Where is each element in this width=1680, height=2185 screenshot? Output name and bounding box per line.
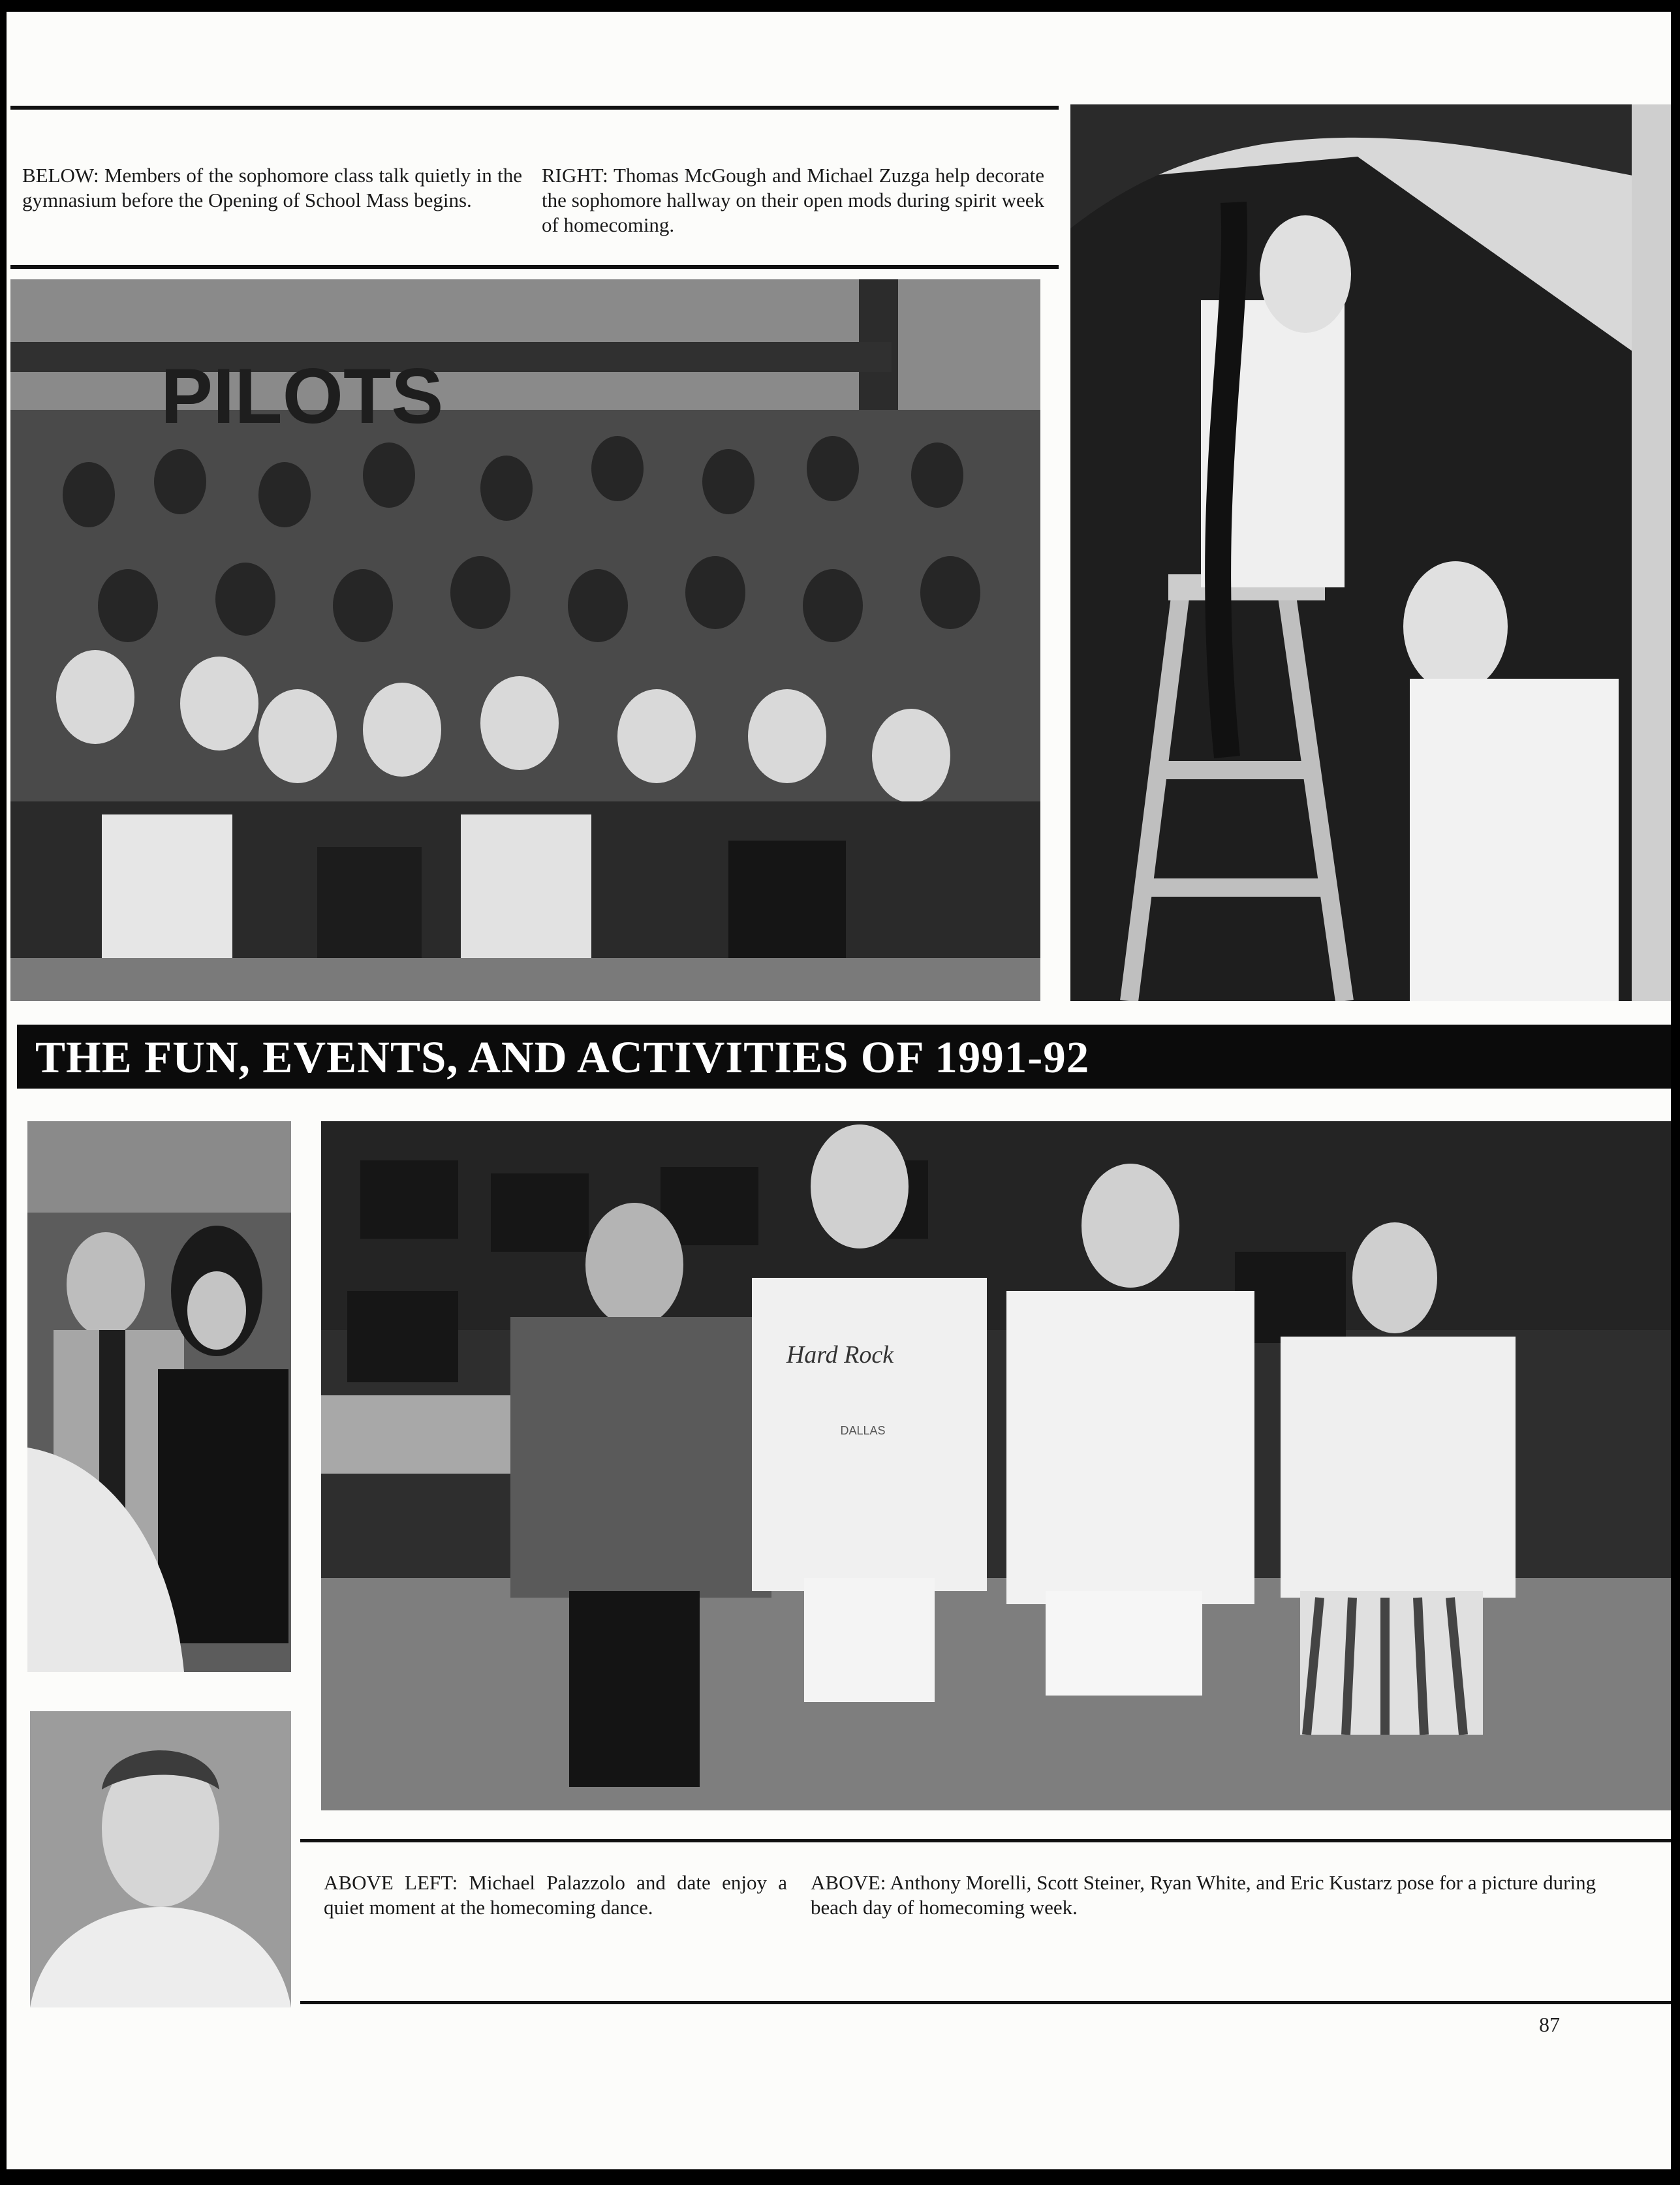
caption-below: BELOW: Members of the sophomore class talk quietly in the gymnasium before the Opening of School Mass begins.: [22, 164, 522, 211]
caption-above-left: ABOVE LEFT: Michael Palazzolo and date enjoy a quiet moment at the homecoming dance.: [324, 1871, 787, 1919]
page-number: 87: [1539, 2013, 1560, 2036]
lower-caption-top-rule: [300, 1839, 1671, 1842]
yearbook-page: [7, 12, 1671, 2169]
caption-right: RIGHT: Thomas McGough and Michael Zuzga help decorate the sophomore hallway on their open mods during spirit week of homecoming.: [542, 164, 1044, 236]
student-portrait-photo: [30, 1711, 291, 2007]
hallway-decorating-photo: [1070, 104, 1671, 1001]
banner-title: THE FUN, EVENTS, AND ACTIVITIES OF 1991-92: [35, 1032, 1090, 1082]
dallas-shirt-text: DALLAS: [840, 1424, 886, 1437]
gym-wall-sign: PILOTS: [161, 352, 444, 440]
caption-above: ABOVE: Anthony Morelli, Scott Steiner, Ryan White, and Eric Kustarz pose for a picture during beach day of homecoming week.: [811, 1871, 1596, 1919]
gym-crowd-photo: [10, 279, 1040, 1001]
homecoming-dance-photo: [27, 1121, 291, 1672]
hard-rock-shirt-text: Hard Rock: [786, 1341, 894, 1369]
lower-caption-bottom-rule: [300, 2001, 1671, 2004]
beach-day-group-photo: [321, 1121, 1671, 1810]
caption-rule: [10, 265, 1059, 269]
section-banner: [17, 1025, 1671, 1089]
top-rule: [10, 106, 1059, 110]
